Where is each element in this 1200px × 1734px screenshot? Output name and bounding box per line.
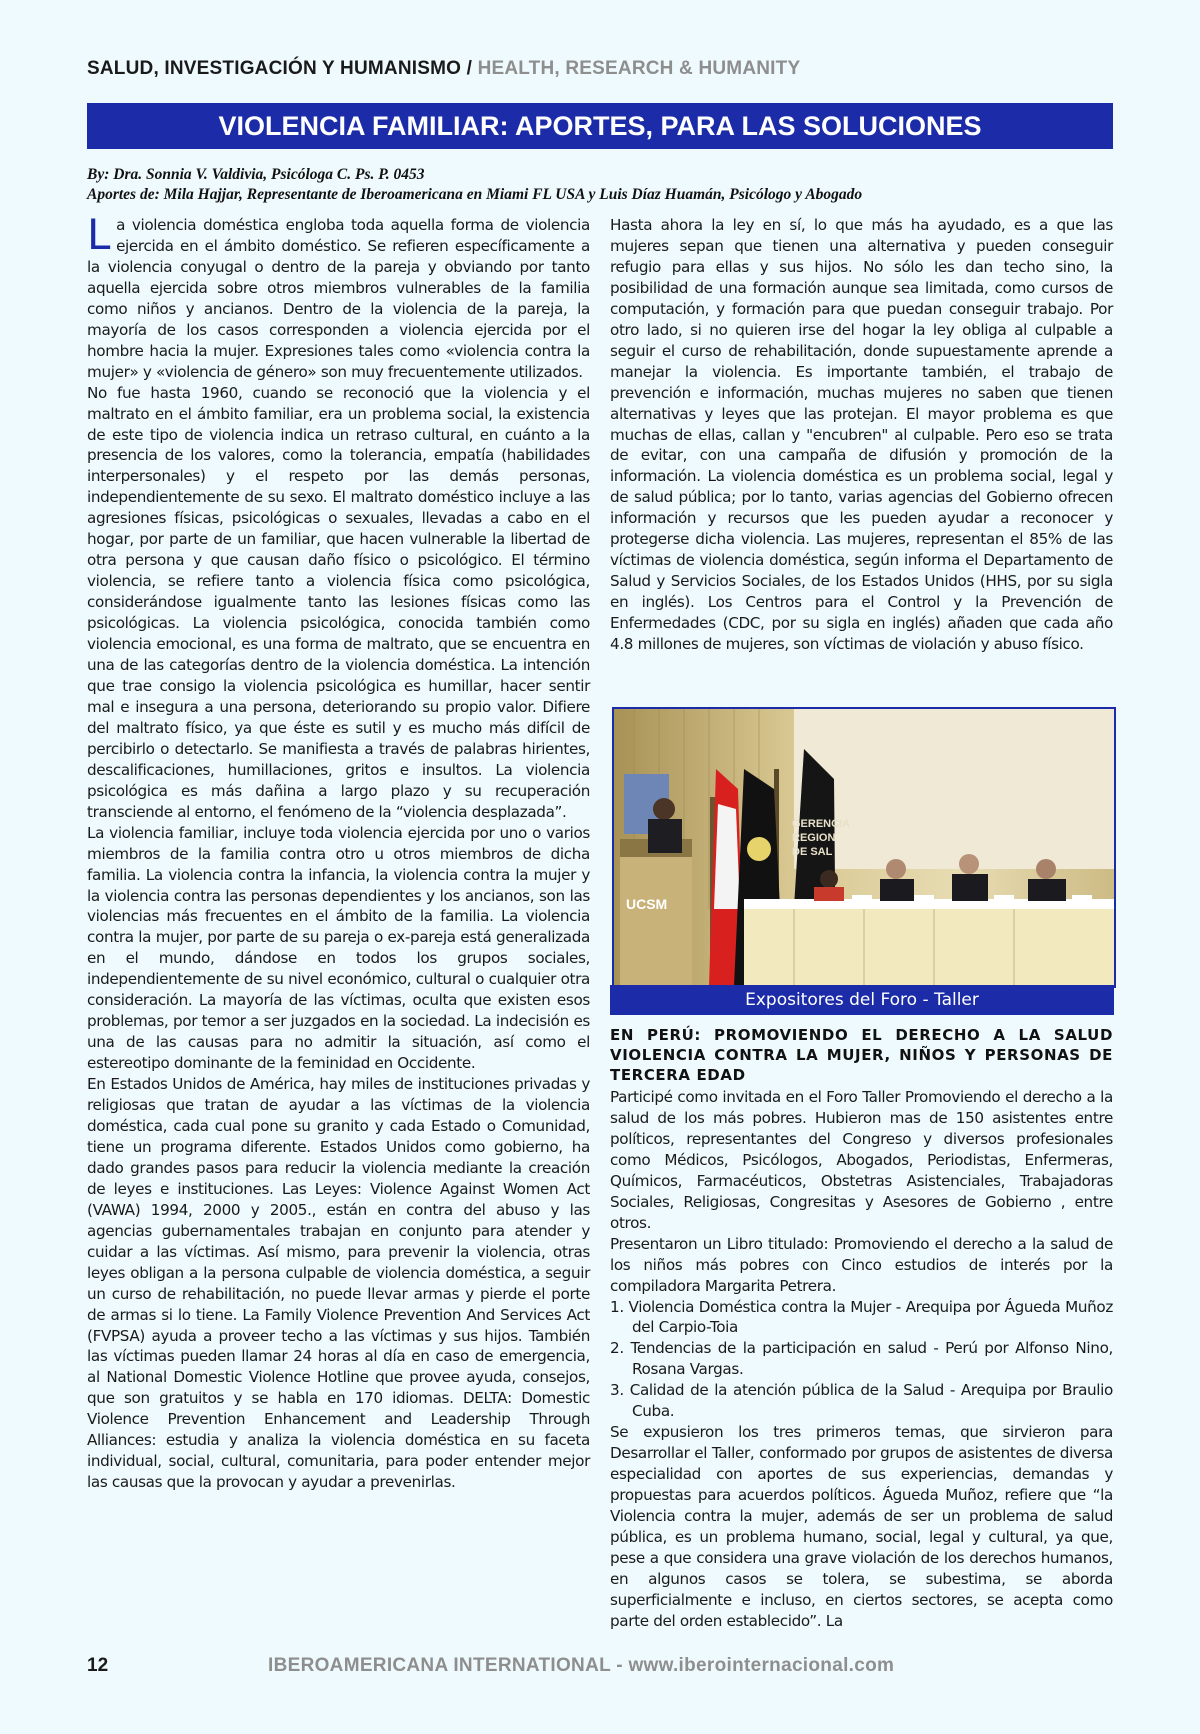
right-paragraph-1: Hasta ahora la ley en sí, lo que más ha ayudado, es a que las mujeres sepan que tienen una alternativa y pueden conseguir refugio para ellas y sus hijos. No sólo les dan techo sino, la posibilidad de una formación aunque sea limitada, como cursos de computación, y formación para que puedan conseguir trabajo. Por otro lado, si no quieren irse del hogar la ley obliga al culpable a seguir el curso de rehabilitación, donde supuestamente aprende a manejar la violencia. Es importante también, el trabajo de prevención e información, muchas mujeres no saben que tienen alternativas y leyes que las protejan. El mayor problema es que muchas de ellas, callan y "encubren" al culpable. Pero eso se trata de evitar, con una campaña de difusión y promoción de la información. La violencia doméstica es un problema social, legal y de salud pública; por lo tanto, varias agencias del Gobierno ofrecen información y recursos que les pueden ayudar a reconocer y protegerse dicha violencia. Las mujeres, representan el 85% de las víctimas de violencia doméstica, según informa el Departamento de Salud y Servicios Sociales, de los Estados Unidos (HHS, por su sigla en inglés). Los Centros para el Control y la Prevención de Enfermedades (CDC, por su sigla en inglés) añaden que cada año 4.8 millones de mujeres, son víctimas de violación y abuso físico. [610, 216, 1113, 654]
list-item: 1. Violencia Doméstica contra la Mujer - Arequipa por Águeda Muñoz del Carpio-Toia [610, 1297, 1113, 1337]
right-paragraph-2: Participé como invitada en el Foro Taller Promoviendo el derecho a la salud de los más pobres. Hubieron mas de 150 asistentes entre políticos, representantes del Congreso y diversos profesionales como Médicos, Psicólogos, Abogados, Periodistas, Enfermeras, Químicos, Farmacéuticos, Obstetras Asistenciales, Trabajadoras Sociales, Religiosas, Congresitas y Asesores de Gobierno , entre otros. [610, 1088, 1113, 1232]
section-header-en: HEALTH, RESEARCH & HUMANITY [477, 58, 801, 79]
list-item: 3. Calidad de la atención pública de la Salud - Arequipa por Braulio Cuba. [610, 1381, 1113, 1421]
podium-logo-text: UCSM [626, 896, 668, 912]
section-header [87, 58, 800, 80]
banner-text-1: GERENCIA [792, 818, 851, 830]
section-subheading: EN PERÚ: PROMOVIENDO EL DERECHO A LA SALUD VIOLENCIA CONTRA LA MUJER, NIÑOS Y PERSONAS DE TERCERA EDAD [610, 1026, 1113, 1084]
section-header-es: SALUD, INVESTIGACIÓN Y HUMANISMO [87, 58, 462, 79]
section-header-separator: / [461, 58, 478, 79]
right-paragraph-3: Presentaron un Libro titulado: Promoviendo el derecho a la salud de los niños más pobres con Cinco estudios de interés por la compiladora Margarita Petrera. [610, 1234, 1113, 1295]
drop-cap: L [87, 210, 111, 259]
list-item: 2. Tendencias de la participación en salud - Perú por Alfonso Nino, Rosana Vargas. [610, 1339, 1113, 1379]
left-paragraph-1-text: a violencia doméstica engloba toda aquella forma de violencia ejercida en el ámbito doméstico. Se refieren específicamente a la violencia conyugal o dentro de la pareja y obviando por tanto aquella ejercida sobre otros miembros vulnerables de la familia como niños y ancianos. Dentro de la violencia de la pareja, la mayoría de los casos corresponden a violencia ejercida por el hombre hacia la mujer. Expresiones tales como «violencia contra la mujer» y «violencia de género» son muy frecuentemente utilizados. [87, 216, 590, 381]
left-paragraph-1 [87, 210, 590, 383]
page-number: 12 [87, 1655, 109, 1676]
left-paragraph-4: En Estados Unidos de América, hay miles de instituciones privadas y religiosas que tratan de ayudar a las víctimas de la violencia doméstica, cada cual pone su granito y cada Estado o Comunidad, tiene un programa diferente. Estados Unidos como gobierno, ha dado grandes pasos para reducir la violencia mediante la creación de leyes e instituciones. Las Leyes: Violence Against Women Act (VAWA) 1994, 2000 y 2005., están en contra del abuso y las agencias gubernamentales trabajan en conjunto para atender y cuidar a las víctimas. Así mismo, para prevenir la violencia, otras leyes obligan a la persona culpable de violencia doméstica, a seguir un curso de rehabilitación, no puede llevar armas y pierde el porte de armas si lo tiene. La Family Violence Prevention And Services Act (FVPSA) ayuda a proveer techo a las víctimas y sus hijos. También las víctimas pueden llamar 24 horas al día en caso de emergencia, al National Domestic Violence Hotline que provee ayuda, consejos, que son gratuitos y se habla en 170 idiomas. DELTA: Domestic Violence Prevention Enhancement and Leadership Through Alliances: estudia y analiza la violencia doméstica en su faceta individual, social, cultural, comunitaria, para poder entender mejor las causas que la provocan y ayudar a prevenirlas. [87, 1075, 590, 1492]
book-studies-list [610, 1297, 1113, 1423]
right-column-bottom [610, 1087, 1113, 1632]
byline-contributors: Aportes de: Mila Hajjar, Representante de Iberoamericana en Miami FL USA y Luis Díaz Huamán, Psicólogo y Abogado [87, 186, 863, 203]
right-paragraph-4: Se expusieron los tres primeros temas, que sirvieron para Desarrollar el Taller, conformado por grupos de asistentes de diversa especialidad con aportes de sus experiencias, demandas y propuestas para acuerdos políticos. Águeda Muñoz, refiere que “la Violencia contra la mujer, además de ser un problema de salud pública, es un problema humano, social, legal y cultural, ya que, pese a que considera una grave violación de los derechos humanos, en algunos casos se tolera, se subestima, se aborda superficialmente e incluso, en ciertos sectores, se acepta como parte del orden establecido”. La [610, 1423, 1113, 1630]
byline-author: By: Dra. Sonnia V. Valdivia, Psicóloga C. Ps. P. 0453 [87, 166, 425, 183]
footer-publication: IBEROAMERICANA INTERNATIONAL - www.iberointernacional.com [268, 1655, 895, 1676]
byline [87, 165, 1127, 205]
banner-text-3: DE SAL [792, 846, 833, 858]
forum-photo [612, 707, 1116, 988]
left-paragraph-2: No fue hasta 1960, cuando se reconoció que la violencia y el maltrato en el ámbito familiar, era un problema social, la existencia de este tipo de violencia indica un retraso cultural, en cuánto a la presencia de los valores, como la tolerancia, empatía (habilidades interpersonales) y el respeto por las demás personas, independientemente de su sexo. El maltrato doméstico incluye a las agresiones físicas, psicológicas o sexuales, llevadas a cabo en el hogar, por parte de un familiar, que hacen vulnerable la libertad de otra persona y que causan daño físico o psicológico. El término violencia, se refiere tanto a violencia física como psicológica, considerándose igualmente tanto las lesiones físicas como las psicológicas. La violencia psicológica, conocida también como violencia emocional, es una forma de maltrato, que se encuentra en una de las categorías dentro de la violencia doméstica. La intención que trae consigo la violencia psicológica es humillar, hacer sentir mal e insegura a una persona, deteriorando su propio valor. Difiere del maltrato físico, ya que éste es sutil y es mucho más difícil de percibirlo o detectarlo. Se manifiesta a través de palabras hirientes, descalificaciones, humillaciones, gritos e insultos. La violencia psicológica es más dañina a largo plazo y su recuperación transciende al entorno, el fenómeno de la “violencia desplazada”. [87, 383, 590, 821]
left-column [87, 210, 590, 1493]
left-paragraph-3: La violencia familiar, incluye toda violencia ejercida por uno o varios miembros de la familia contra otro u otros miembros de dicha familia. La violencia contra la infancia, la violencia contra la mujer y la violencia contra las personas dependientes y los ancianos, son las violencias más frecuentes en el ámbito de la familia. La violencia contra la mujer, por parte de su pareja o ex-pareja está generalizada en el mundo, dándose en todos los grupos sociales, independientemente de su nivel económico, cultural o cualquier otra consideración. La mayoría de las víctimas, oculta que existen esos problemas, por temor a ser juzgados en la sociedad. La indecisión es una de las causas para no admitir la situación, así como el estereotipo dominante de la feminidad en Occidente. [87, 823, 590, 1073]
right-column-top [610, 215, 1113, 655]
banner-text-2: REGION [792, 832, 836, 844]
photo-caption: Expositores del Foro - Taller [610, 985, 1114, 1015]
article-title: VIOLENCIA FAMILIAR: APORTES, PARA LAS SOLUCIONES [87, 103, 1113, 149]
